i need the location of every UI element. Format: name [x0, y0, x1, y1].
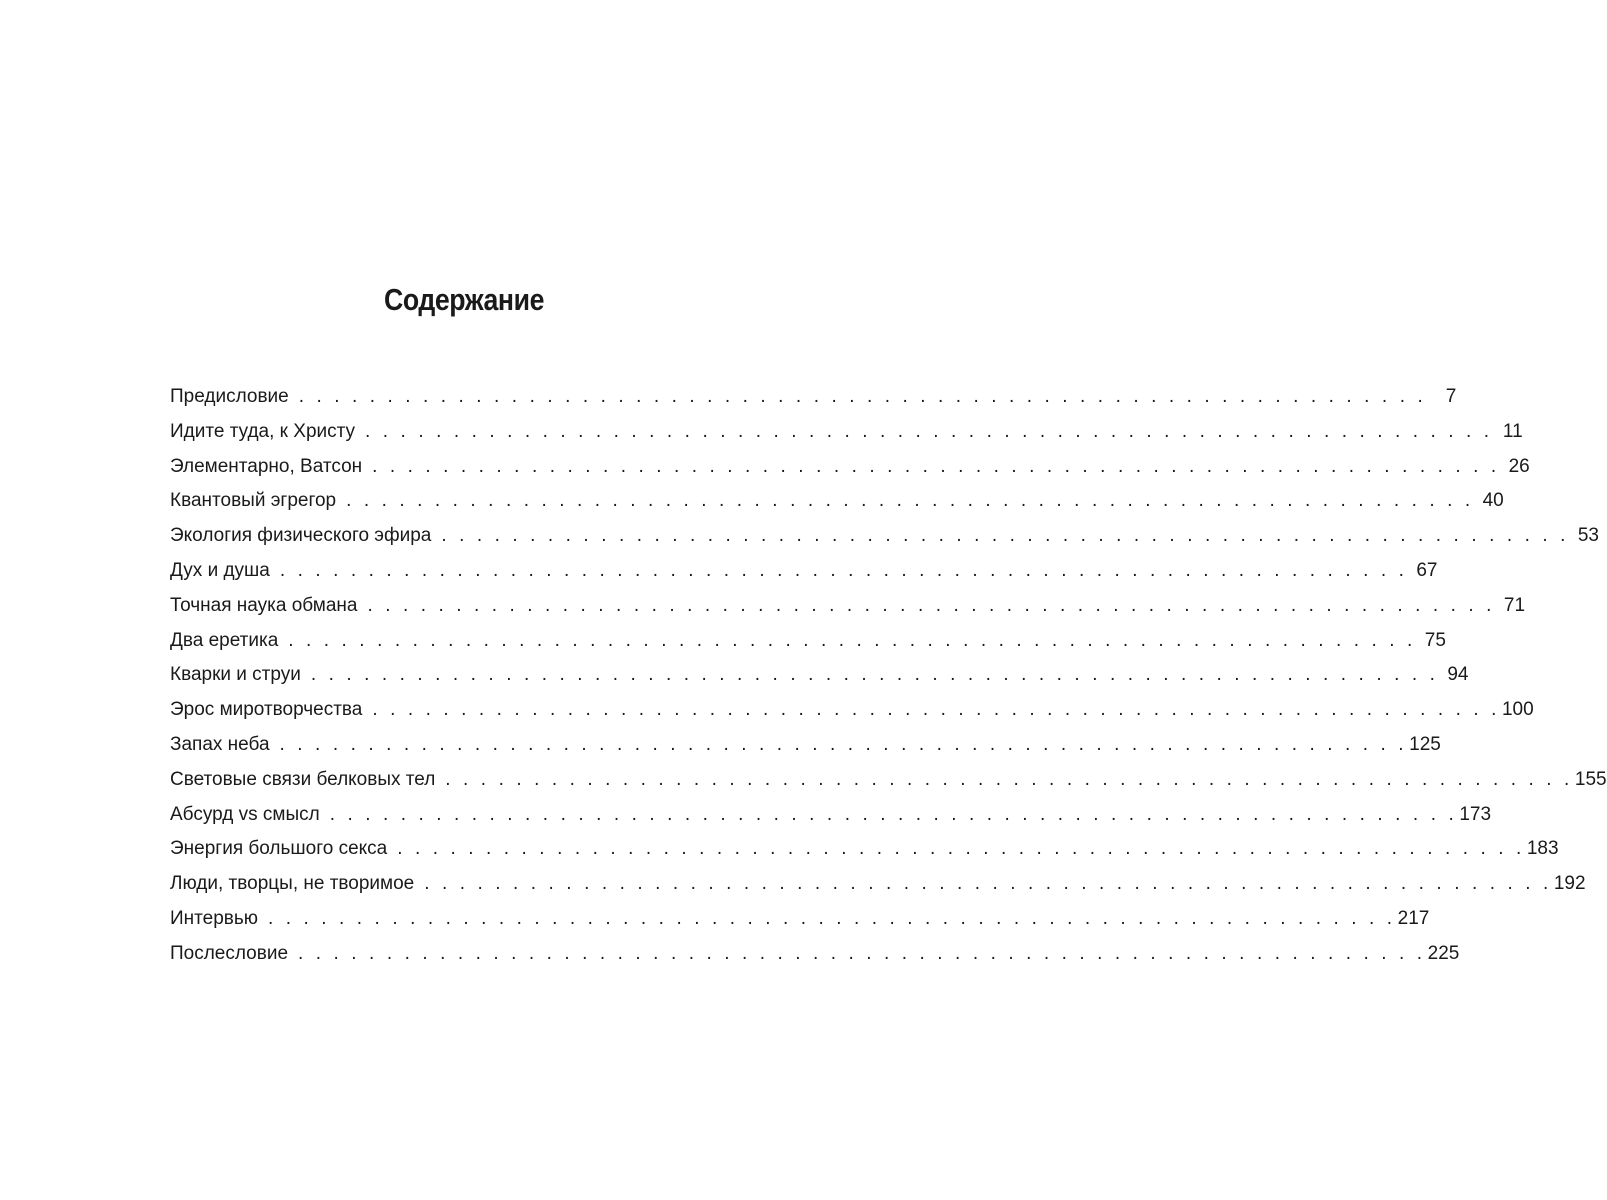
toc-entry — [170, 728, 1441, 763]
toc-entry — [170, 380, 1457, 415]
toc-entry — [170, 624, 1446, 659]
toc-entry-title: Кварки и струи — [170, 664, 301, 686]
toc-entry-title: Люди, творцы, не творимое — [170, 873, 415, 895]
dot-leader: . . . . . . . . . . . . . . . . . . . . . . . . . . . . . . . . . . . . . . . . . . . . . . . . . . . . . . . . . . . . . . . . — [288, 629, 1416, 651]
toc-entry — [170, 763, 1607, 798]
toc-entry — [170, 450, 1530, 485]
toc-entry-title: Экология физического эфира — [170, 525, 432, 547]
toc-entry-title: Послесловие — [170, 942, 289, 964]
table-of-contents — [170, 380, 1607, 972]
toc-page-number: 125 — [1409, 733, 1441, 755]
dot-leader: . . . . . . . . . . . . . . . . . . . . . . . . . . . . . . . . . . . . . . . . . . . . . . . . . . . . . . . . . . . . . . . . — [372, 699, 1500, 721]
dot-leader: . . . . . . . . . . . . . . . . . . . . . . . . . . . . . . . . . . . . . . . . . . . . . . . . . . . . . . . . . . . . . . . . — [441, 525, 1569, 547]
toc-entry — [170, 554, 1438, 589]
dot-leader: . . . . . . . . . . . . . . . . . . . . . . . . . . . . . . . . . . . . . . . . . . . . . . . . . . . . . . . . . . . . . . . . — [445, 768, 1573, 790]
toc-entry-title: Эрос миротворчества — [170, 699, 363, 721]
toc-page-number: 94 — [1447, 664, 1469, 686]
toc-entry-title: Энергия большого секса — [170, 838, 388, 860]
toc-page-number: 217 — [1397, 907, 1430, 929]
toc-entry — [170, 798, 1492, 833]
dot-leader: . . . . . . . . . . . . . . . . . . . . . . . . . . . . . . . . . . . . . . . . . . . . . . . . . . . . . . . . . . . . . . . . — [372, 455, 1500, 477]
toc-entry-title: Дух и душа — [170, 559, 270, 581]
toc-entry — [170, 415, 1523, 450]
dot-leader: . . . . . . . . . . . . . . . . . . . . . . . . . . . . . . . . . . . . . . . . . . . . . . . . . . . . . . . . . . . . . . . . — [298, 386, 1427, 407]
dot-leader: . . . . . . . . . . . . . . . . . . . . . . . . . . . . . . . . . . . . . . . . . . . . . . . . . . . . . . . . . . . . . . . . — [279, 733, 1408, 755]
page-title: Содержание — [384, 282, 544, 317]
dot-leader: . . . . . . . . . . . . . . . . . . . . . . . . . . . . . . . . . . . . . . . . . . . . . . . . . . . . . . . . . . . . . . . . — [424, 873, 1552, 895]
toc-entry — [170, 867, 1586, 902]
toc-entry-title: Два еретика — [170, 629, 279, 651]
toc-page-number: 11 — [1502, 420, 1523, 442]
toc-entry — [170, 484, 1504, 519]
toc-entry-title: Идите туда, к Христу — [170, 420, 356, 442]
toc-entry-title: Световые связи белковых тел — [170, 768, 436, 790]
toc-entry-title: Предисловие — [170, 386, 289, 407]
dot-leader: . . . . . . . . . . . . . . . . . . . . . . . . . . . . . . . . . . . . . . . . . . . . . . . . . . . . . . . . . . . . . . . . — [279, 559, 1408, 581]
toc-entry — [170, 902, 1430, 937]
toc-entry — [170, 832, 1559, 867]
toc-page-number: 26 — [1508, 455, 1530, 477]
dot-leader: . . . . . . . . . . . . . . . . . . . . . . . . . . . . . . . . . . . . . . . . . . . . . . . . . . . . . . . . . . . . . . . . — [298, 942, 1426, 964]
toc-entry-title: Интервью — [170, 907, 259, 929]
toc-page-number: 183 — [1526, 838, 1559, 860]
toc-entry — [170, 589, 1526, 624]
toc-entry — [170, 658, 1469, 693]
toc-page-number: 67 — [1416, 559, 1438, 581]
toc-entry-title: Элементарно, Ватсон — [170, 455, 363, 477]
toc-entry-title: Абсурд vs смысл — [170, 803, 320, 825]
toc-page-number: 192 — [1553, 873, 1586, 895]
toc-page-number: 155 — [1574, 768, 1607, 790]
toc-entry-title: Точная наука обмана — [170, 594, 358, 616]
dot-leader: . . . . . . . . . . . . . . . . . . . . . . . . . . . . . . . . . . . . . . . . . . . . . . . . . . . . . . . . . . . . . . . . — [268, 907, 1396, 929]
toc-page-number: 7 — [1445, 386, 1457, 407]
toc-page-number: 225 — [1427, 942, 1460, 964]
dot-leader: . . . . . . . . . . . . . . . . . . . . . . . . . . . . . . . . . . . . . . . . . . . . . . . . . . . . . . . . . . . . . . . . — [365, 420, 1493, 442]
toc-entry — [170, 937, 1460, 972]
toc-page-number: 53 — [1577, 525, 1599, 547]
toc-page-number: 100 — [1501, 699, 1534, 721]
dot-leader: . . . . . . . . . . . . . . . . . . . . . . . . . . . . . . . . . . . . . . . . . . . . . . . . . . . . . . . . . . . . . . . . — [346, 490, 1474, 512]
dot-leader: . . . . . . . . . . . . . . . . . . . . . . . . . . . . . . . . . . . . . . . . . . . . . . . . . . . . . . . . . . . . . . . . — [329, 803, 1458, 825]
toc-entry — [170, 693, 1534, 728]
toc-page-number: 75 — [1424, 629, 1446, 651]
dot-leader: . . . . . . . . . . . . . . . . . . . . . . . . . . . . . . . . . . . . . . . . . . . . . . . . . . . . . . . . . . . . . . . . — [310, 664, 1439, 686]
toc-entry-title: Запах неба — [170, 733, 270, 755]
dot-leader: . . . . . . . . . . . . . . . . . . . . . . . . . . . . . . . . . . . . . . . . . . . . . . . . . . . . . . . . . . . . . . . . — [397, 838, 1525, 860]
toc-page-number: 173 — [1459, 803, 1492, 825]
toc-page-number: 40 — [1482, 490, 1504, 512]
toc-entry-title: Квантовый эгрегор — [170, 490, 337, 512]
toc-entry — [170, 519, 1599, 554]
toc-page-number: 71 — [1503, 594, 1526, 616]
dot-leader: . . . . . . . . . . . . . . . . . . . . . . . . . . . . . . . . . . . . . . . . . . . . . . . . . . . . . . . . . . . . . . . . — [367, 594, 1496, 616]
